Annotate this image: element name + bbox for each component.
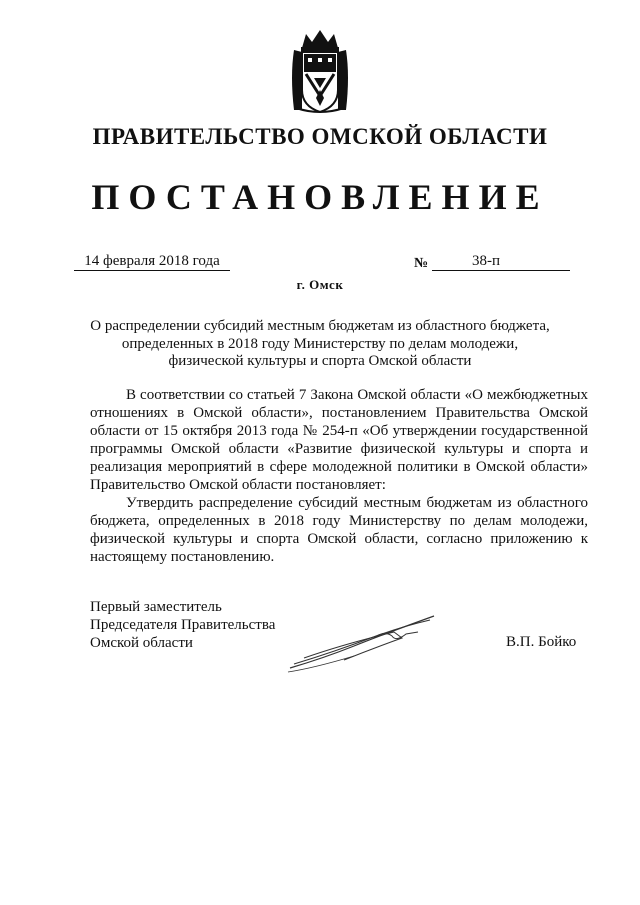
subject-line: О распределении субсидий местным бюджетам из областного бюджета, bbox=[90, 318, 550, 334]
document-date: 14 февраля 2018 года bbox=[74, 252, 230, 271]
government-title: ПРАВИТЕЛЬСТВО ОМСКОЙ ОБЛАСТИ bbox=[92, 124, 548, 149]
document-number: 38-п bbox=[432, 252, 570, 271]
document-subject bbox=[80, 318, 560, 371]
position-line: Председателя Правительства bbox=[90, 617, 276, 633]
body-paragraph: В соответствии со статьей 7 Закона Омской области «О межбюджетных отношениях в Омской области», постановлением Правительства Омской области от 15 октября 2013 года № 254-п «Об утверждении государственной программы Омской области «Развитие физической культуры и спорта и реализация мероприятий в сфере молодежной политики в Омской области» Правительство Омской области постановляет: bbox=[90, 387, 588, 493]
body-paragraph: Утвердить распределение субсидий местным бюджетам из областного бюджета, определенных в 2018 году Министерству по делам молодежи, физической культуры и спорта Омской области, согласно приложению к настоящему постановлению. bbox=[90, 495, 588, 565]
document-city: г. Омск bbox=[296, 277, 344, 292]
position-line: Первый заместитель bbox=[90, 599, 222, 615]
position-line: Омской области bbox=[90, 635, 193, 651]
subject-line: физической культуры и спорта Омской области bbox=[168, 353, 472, 369]
signature-icon bbox=[284, 608, 444, 678]
subject-line: определенных в 2018 году Министерству по делам молодежи, bbox=[121, 335, 519, 352]
signatory-name: В.П. Бойко bbox=[506, 634, 577, 650]
signatory-position bbox=[90, 598, 310, 652]
document-type-title: ПОСТАНОВЛЕНИЕ bbox=[91, 177, 549, 217]
coat-of-arms-icon bbox=[288, 26, 352, 114]
number-sign: № bbox=[414, 256, 429, 271]
document-body bbox=[90, 386, 588, 566]
